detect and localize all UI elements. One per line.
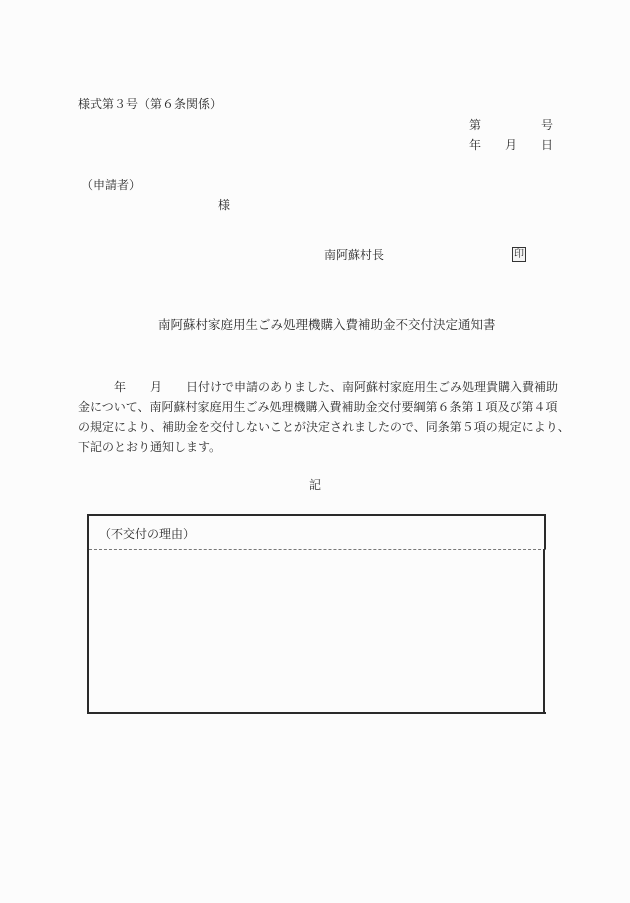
reason-box-right-border-top: [544, 514, 546, 549]
body-line-1: [78, 377, 559, 397]
body-text: [78, 377, 570, 457]
document-number-prefix: 第: [469, 118, 482, 132]
seal-icon: 印: [514, 249, 524, 260]
date-month: 月: [505, 138, 518, 152]
body-line-1-rest: 日付けで申請のありました、南阿蘇村家庭用生ごみ処理貴購入費補助: [186, 380, 559, 394]
issuer-name: 南阿蘇村長: [324, 248, 385, 262]
body-line-4: 下記のとおり通知します。: [78, 440, 222, 454]
body-year: 年: [114, 380, 127, 394]
form-number: 様式第３号（第６条関係）: [78, 97, 223, 111]
date-year: 年: [469, 138, 482, 152]
date-day: 日: [541, 138, 554, 152]
honorific: 様: [218, 198, 231, 212]
body-line-3: の規定により、補助金を交付しないことが決定されましたので、同条第５項の規定により、: [78, 420, 570, 434]
reason-header: [89, 516, 546, 550]
reason-content-field[interactable]: [89, 550, 545, 710]
reason-box: [87, 514, 546, 714]
document-number-suffix: 号: [541, 118, 554, 132]
document-title: 南阿蘇村家庭用生ごみ処理機購入費補助金不交付決定通知書: [158, 317, 496, 332]
reason-label: （不交付の理由）: [99, 527, 196, 541]
body-line-2: 金について、南阿蘇村家庭用生ごみ処理機購入費補助金交付要綱第６条第１項及び第４項: [78, 400, 558, 414]
body-month: 月: [150, 380, 163, 394]
ki-heading: 記: [309, 478, 322, 492]
applicant-label: （申請者）: [81, 178, 142, 192]
reason-box-right-border: [543, 549, 545, 712]
